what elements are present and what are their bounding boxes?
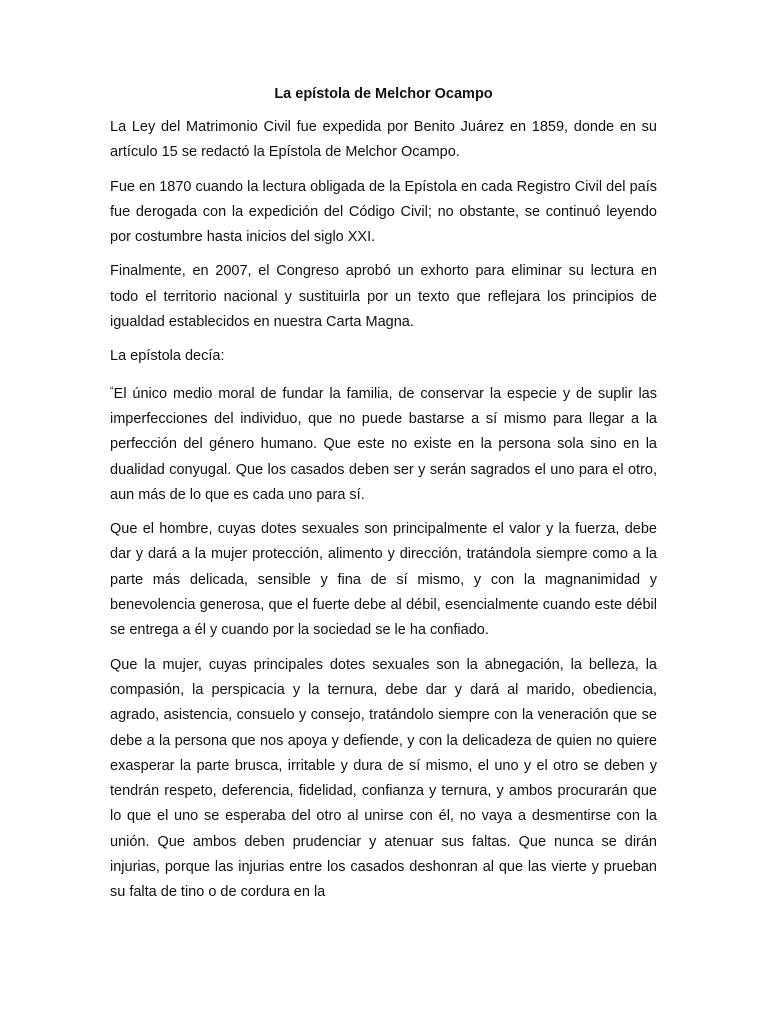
paragraph-ley-matrimonio: La Ley del Matrimonio Civil fue expedida por Benito Juárez en 1859, donde en su artículo 15 se redactó la Epístola de Melchor Ocampo. (110, 119, 657, 161)
paragraph-exhorto: Finalmente, en 2007, el Congreso aprobó un exhorto para eliminar su lectura en todo el territorio nacional y sustituirla por un texto que reflejara los principios de igualdad establecidos en nuestra Carta Magna. (110, 263, 657, 331)
paragraph-epistola-familia: “ El único medio moral de fundar la familia, de conservar la especie y de suplir las imperfecciones del individuo, que no puede bastarse a sí mismo para llegar a la perfección del género humano. Que este no existe en la persona sola sino en la dualidad conyugal. Que los casados deben ser y serán sagrados el uno para el otro, aun más de lo que es cada uno para sí. (110, 379, 657, 508)
paragraph-intro-epistola: La epístola decía: (110, 348, 225, 365)
paragraph-derogacion: Fue en 1870 cuando la lectura obligada de la Epístola en cada Registro Civil del país fue derogada con la expedición del Código Civil; no obstante, se continuó leyendo por costumbre hasta inicios del siglo XXI. (110, 178, 657, 246)
document-body (110, 82, 657, 915)
paragraph-epistola-hombre: Que el hombre, cuyas dotes sexuales son principalmente el valor y la fuerza, debe dar y dará a la mujer protección, alimento y dirección, tratándola siempre como a la parte más delicada, sensible y fina de sí mismo, y con la magnanimidad y benevolencia generosa, que el fuerte debe al débil, esencialmente cuando este débil se entrega a él y cuando por la sociedad se le ha confiado. (110, 521, 657, 639)
paragraph-epistola-mujer: Que la mujer, cuyas principales dotes sexuales son la abnegación, la belleza, la compasión, la perspicacia y la ternura, debe dar y dará al marido, obediencia, agrado, asistencia, consuelo y consejo, tratándolo siempre con la veneración que se debe a la persona que nos apoya y defiende, y con la delicadeza de quien no quiere exasperar la parte brusca, irritable y dura de sí mismo, el uno y el otro se deben y tendrán respeto, deferencia, fidelidad, confianza y ternura, y ambos procurarán que lo que el uno se esperaba del otro al unirse con él, no vaya a desmentirse con la unión. Que ambos deben prudenciar y atenuar sus faltas. Que nunca se dirán injurias, porque las injurias entre los casados deshonran al que las vierte y prueban su falta de tino o de cordura en la (110, 656, 657, 901)
document-title: La epístola de Melchor Ocampo (274, 86, 493, 102)
